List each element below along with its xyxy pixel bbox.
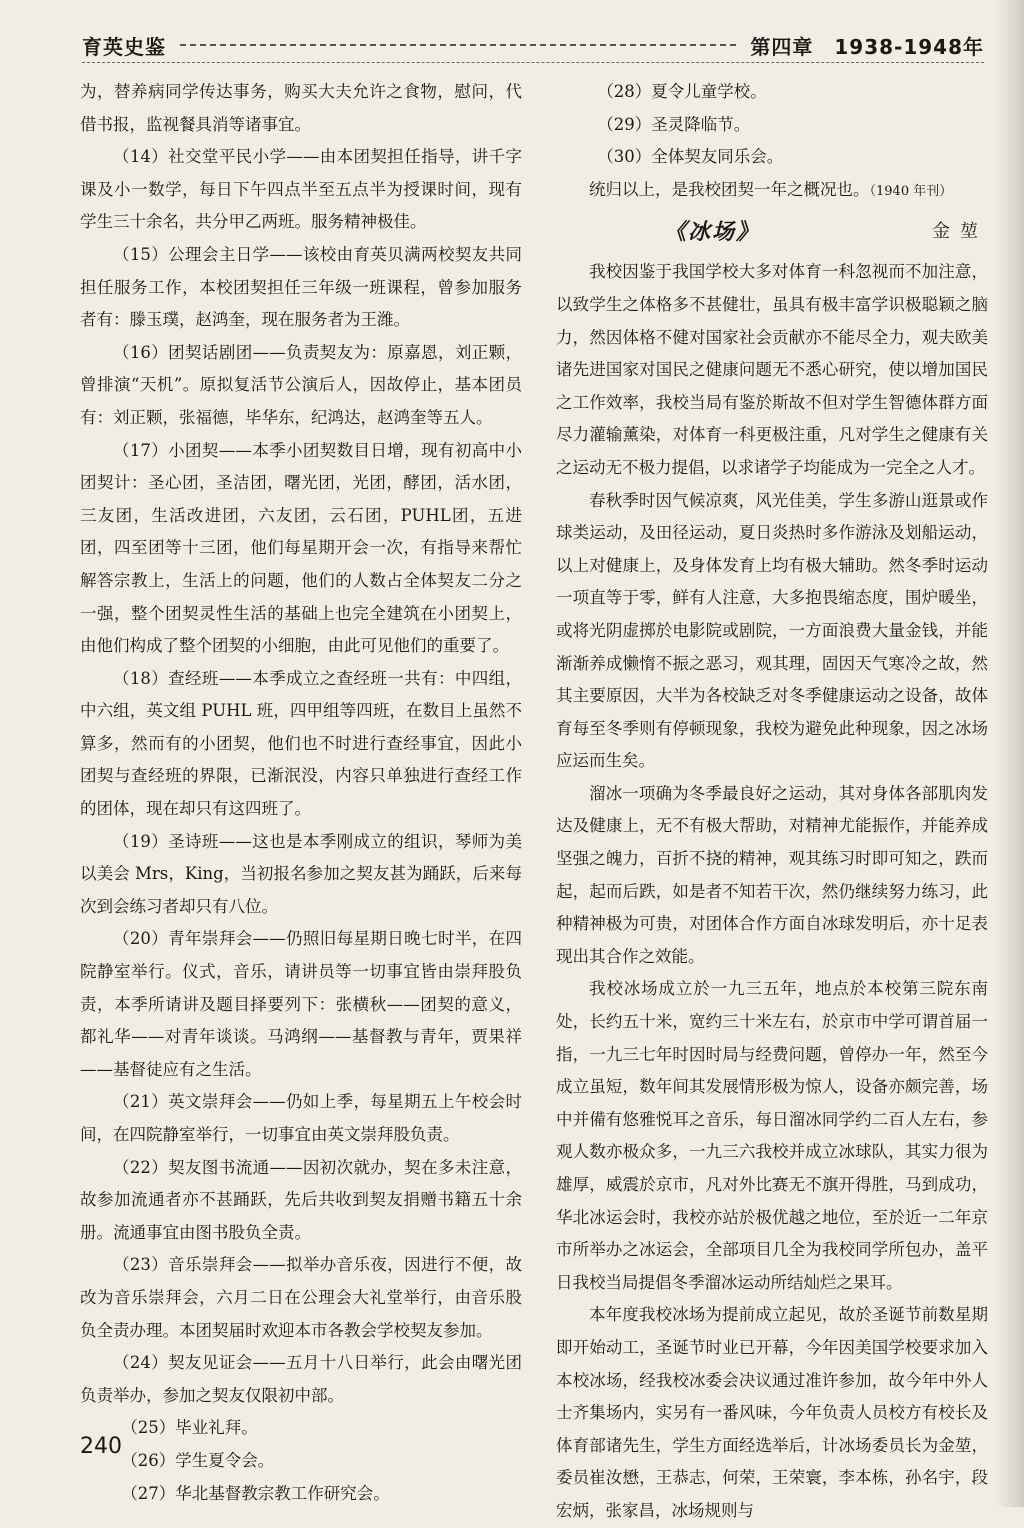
summary-paragraph bbox=[556, 174, 988, 209]
article-title: 《冰场》 bbox=[664, 219, 761, 246]
paragraph: 我校因鉴于我国学校大多对体育一科忽视而不加注意，以致学生之体格多不甚健壮，虽具有极丰富学识极聪颖之脑力，然因体格不健对国家社会贡献亦不能尽全力，观夫欧美诸先进国家对国民之健康问题无不悉心研究，使以增加国民之工作效率，我校当局有鉴於斯故不但对学生智德体群方面尽力灌输薰染，对体育一科更极注重，凡对学生之健康有关之运动无不极力提倡，以求诸学子均能成为一完全之人才。 bbox=[556, 262, 988, 477]
paragraph: （15）公理会主日学——该校由育英贝满两校契友共同担任服务工作，本校团契担任三年级一班课程，曾参加服务者有：滕玉璞，赵鸿奎，现在服务者为王潍。 bbox=[80, 244, 522, 330]
paragraph: （19）圣诗班——这也是本季刚成立的组识，琴师为美以美会 Mrs，King，当初报名参加之契友甚为踊跃，后来每次到会练习者却只有八位。 bbox=[80, 831, 522, 916]
paragraph: （17）小团契——本季小团契数目日增，现有初高中小团契计：圣心团，圣洁团，曙光团，光团，酵团，活水团，三友团，生活改进团，六友团，云石团，PUHL团，五进团，四至团等十三团，他们每星期开会一次，有指导来帮忙解答宗教上，生活上的问题，他们的人数占全体契友二分之一强，整个团契灵性生活的基础上也完全建筑在小团契上，由他们构成了整个团契的小细胞，由此可见他们的重要了。 bbox=[80, 440, 522, 656]
list-item: （29）圣灵降临节。 bbox=[597, 114, 751, 134]
list-item: （30）全体契友同乐会。 bbox=[597, 147, 784, 167]
header-dashed-rule bbox=[180, 44, 736, 46]
paragraph: （16）团契话剧团——负责契友为：原嘉恩，刘正颗，曾排演“天机”。原拟复活节公演后人，因故停止，基本团员有：刘正颗，张福德，毕华东，纪鸿达，赵鸿奎等五人。 bbox=[80, 342, 522, 427]
article-author: 金堃 bbox=[932, 221, 988, 243]
chapter-title: 第四章 1938-1948年 bbox=[750, 34, 984, 59]
paragraph: 溜冰一项确为冬季最良好之运动，其对身体各部肌肉发达及健康上，无不有极大帮助，对精神尤能振作，并能养成坚强之魄力，百折不挠的精神，观其练习时即可知之，跌而起，起而后跌，如是者不知若干次，然仍继续努力练习，此种精神极为可贵，对团体合作方面自冰球发明后，亦十足表现出其合作之效能。 bbox=[556, 783, 988, 966]
paragraph: （18）查经班——本季成立之查经班一共有：中四组，中六组，英文组 PUHL 班，四甲组等四班，在数目上虽然不算多，然而有的小团契，他们也不时进行查经事宜，因此小团契与查经班的界限，已渐泯没，内容只单独进行查经工作的团体，现在却只有这四班了。 bbox=[80, 668, 522, 819]
paragraph: （14）社交堂平民小学——由本团契担任指导，讲千字课及小一数学，每日下午四点半至五点半为授课时间，现有学生三十余名，共分甲乙两班。服务精神极佳。 bbox=[80, 147, 522, 232]
list-continuation bbox=[556, 76, 988, 174]
book-title: 育英史鉴 bbox=[82, 34, 166, 59]
running-header bbox=[82, 28, 984, 63]
paragraph: 我校冰场成立於一九三五年，地点於本校第三院东南处，长约五十米，宽约三十米左右，於京市中学可谓首届一指，一九三七年时因时局与经费问题，曾停办一年，然至今成立虽短，数年间其发展情形极为惊人，设备亦颇完善，场中并備有悠雅悦耳之音乐，每日溜冰同学约二百人左右，参观人数亦极众多，一九三六我校并成立冰球队，其实力很为雄厚，威震於京市，凡对外比赛无不旗开得胜，马到成功，华北冰运会时，我校亦站於极优越之地位，至於近一二年京市所举办之冰运会，全部项目几全为我校同学所包办，盖平日我校当局提倡冬季溜冰运动所结灿烂之果耳。 bbox=[556, 979, 988, 1292]
left-column bbox=[80, 76, 522, 1510]
right-column bbox=[556, 76, 988, 1528]
list-item: （26）学生夏令会。 bbox=[121, 1450, 275, 1470]
paragraph: （21）英文崇拜会——仍如上季，每星期五上午校会时间，在四院静室举行，一切事宜由英文崇拜股负责。 bbox=[80, 1092, 522, 1144]
source-credit: （1940 年刊） bbox=[869, 183, 953, 199]
paragraph: 为，替养病同学传达事务，购买大夫允许之食物，慰问，代借书报，监视餐具消等诸事宜。 bbox=[80, 82, 522, 134]
list-item: （27）华北基督教宗教工作研究会。 bbox=[121, 1483, 390, 1503]
paragraph: （20）青年崇拜会——仍照旧每星期日晚七时半，在四院静室举行。仪式，音乐，请讲员等一切事宜皆由崇拜股负责，本季所请讲及题目择要列下：张横秋——团契的意义，都礼华——对青年谈谈。马鸿纲——基督教与青年，贾果祥——基督徒应有之生活。 bbox=[80, 929, 522, 1079]
page-number: 240 bbox=[80, 1434, 122, 1459]
paragraph: （23）音乐崇拜会——拟举办音乐夜，因进行不便，故改为音乐崇拜会，六月二日在公理会大礼堂举行，由音乐股负全责办理。本团契届时欢迎本市各教会学校契友参加。 bbox=[80, 1255, 522, 1340]
page-edge-shadow bbox=[996, 0, 1024, 1507]
paragraph: 本年度我校冰场为提前成立起见，故於圣诞节前数星期即开始动工，圣诞节时业已开幕，今年因美国学校要求加入本校冰场，经我校冰委会决议通过准许参加，故今年中外人士齐集场内，实另有一番风味，今年负责人员校方有校长及体育部诸先生，学生方面经选举后，计冰场委员长为金堃，委员崔汝懋，王恭志，何荣，王荣寰，李本栋，孙名宇，段宏炳，张家昌，冰场规则与 bbox=[556, 1305, 988, 1520]
paragraph: （22）契友图书流通——因初次就办，契在多未注意，故参加流通者亦不甚踊跃，先后共收到契友捐赠书籍五十余册。流通事宜由图书股负全责。 bbox=[80, 1157, 522, 1242]
article-body bbox=[556, 256, 988, 1527]
paragraph: 春秋季时因气候凉爽，风光佳美，学生多游山逛景或作球类运动，及田径运动，夏日炎热时多作游泳及划船运动，以上对健康上，及身体发育上均有极大辅助。然冬季时运动一项直等于零，鲜有人注意，大多抱畏缩态度，围炉暖坐，或将光阴虚掷於电影院或剧院，一方面浪费大量金钱，并能渐渐养成懒惰不振之恶习，观其理，固因天气寒冷之故，然其主要原因，大半为各校缺乏对冬季健康运动之设备，故体育每至冬季则有停顿现象，我校为避免此种现象，因之冰场应运而生矣。 bbox=[556, 490, 988, 771]
paragraph: （24）契友见证会——五月十八日举行，此会由曙光团负责举办，参加之契友仅限初中部。 bbox=[80, 1353, 522, 1405]
article-heading bbox=[556, 210, 988, 254]
summary-text: 统归以上，是我校团契一年之概况也。 bbox=[589, 179, 870, 199]
list-item: （28）夏令儿童学校。 bbox=[597, 82, 767, 101]
list-item: （25）毕业礼拜。 bbox=[121, 1418, 258, 1438]
